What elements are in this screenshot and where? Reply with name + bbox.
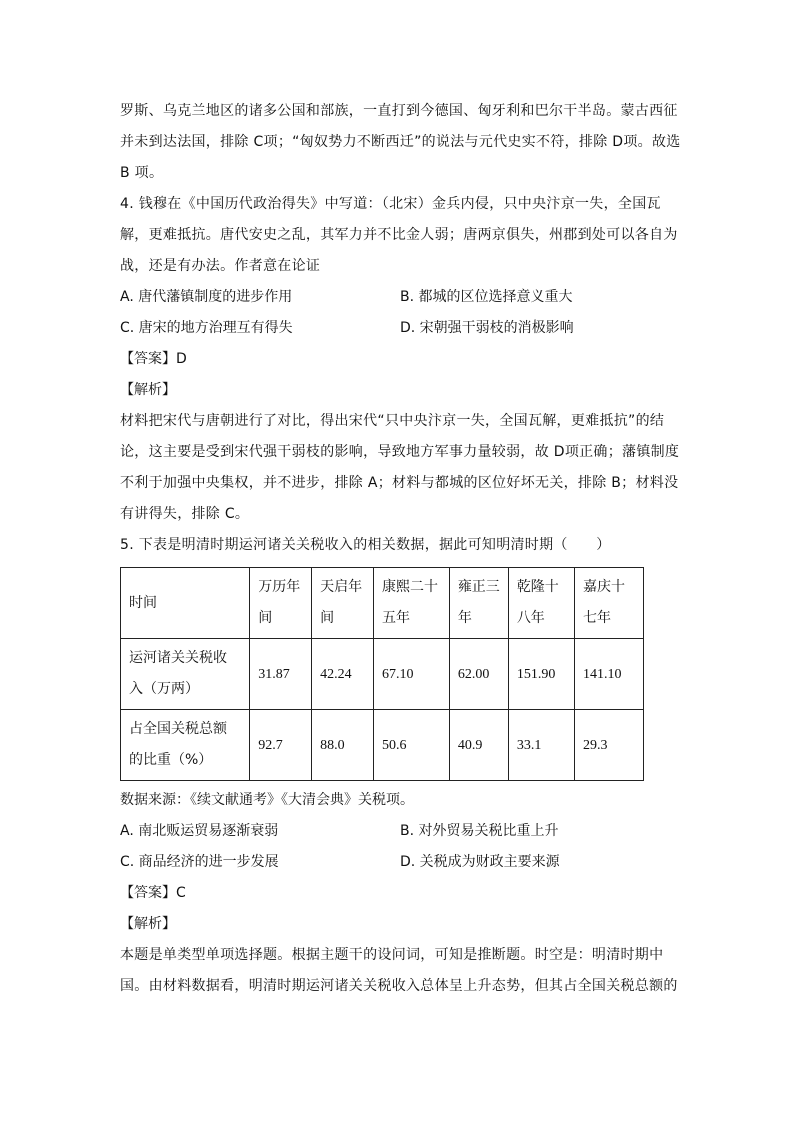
- question-stem: [120, 189, 680, 282]
- text-line: 罗斯、乌克兰地区的诸多公国和部族，一直打到今德国、匈牙利和巴尔干半岛。蒙古西征: [120, 103, 678, 119]
- table-cell: 42.24: [312, 639, 374, 710]
- table-row: [121, 710, 644, 781]
- text-line: 国。由材料数据看，明清时期运河诸关关税收入总体呈上升态势，但其占全国关税总额的: [120, 978, 678, 994]
- row-label-cell: 占全国关税总额 的比重（%）: [121, 710, 250, 781]
- option-b: B. 都城的区位选择意义重大: [400, 289, 573, 305]
- options-row: [120, 816, 680, 847]
- analysis-text: [120, 940, 680, 1002]
- text-line: 并未到达法国，排除 C项；“匈奴势力不断西迁”的说法与元代史实不符，排除 D项。故选: [120, 134, 681, 150]
- table-cell: 92.7: [250, 710, 312, 781]
- tax-data-table: [120, 567, 644, 781]
- table-cell: 151.90: [508, 639, 574, 710]
- analysis-label: 【解析】: [120, 382, 176, 398]
- table-cell: 50.6: [373, 710, 449, 781]
- analysis-text: [120, 406, 680, 530]
- table-cell: 29.3: [574, 710, 643, 781]
- table-cell: 31.87: [250, 639, 312, 710]
- table-cell: 40.9: [449, 710, 508, 781]
- table-cell: 141.10: [574, 639, 643, 710]
- answer: 【答案】C: [120, 885, 186, 901]
- option-a: A. 南北贩运贸易逐渐衰弱: [120, 823, 279, 839]
- header-label-cell: 时间: [121, 568, 250, 639]
- period-cell: 天启年 间: [312, 568, 374, 639]
- period-cell: 乾隆十 八年: [508, 568, 574, 639]
- text-line: 材料把宋代与唐朝进行了对比，得出宋代“只中央汴京一失，全国瓦解，更难抵抗”的结: [120, 413, 665, 429]
- table-cell: 88.0: [312, 710, 374, 781]
- text-line: 4. 钱穆在《中国历代政治得失》中写道：（北宋）金兵内侵，只中央汴京一失，全国瓦: [120, 196, 661, 212]
- options-row: [120, 282, 680, 313]
- option-c: C. 唐宋的地方治理互有得失: [120, 320, 293, 336]
- row-label-cell: 运河诸关关税收 入（万两）: [121, 639, 250, 710]
- option-c: C. 商品经济的进一步发展: [120, 854, 279, 870]
- options-row: [120, 313, 680, 344]
- data-source-note: 数据来源：《续文献通考》《大清会典》关税项。: [120, 792, 414, 808]
- period-cell: 康熙二十 五年: [373, 568, 449, 639]
- table-row: [121, 639, 644, 710]
- question-5: [120, 530, 680, 1002]
- table-cell: 33.1: [508, 710, 574, 781]
- answer: 【答案】D: [120, 351, 187, 367]
- table-header-row: [121, 568, 644, 639]
- option-d: D. 关税成为财政主要来源: [400, 854, 560, 870]
- text-line: 本题是单类型单项选择题。根据主题干的设问词，可知是推断题。时空是：明清时期中: [120, 947, 664, 963]
- text-line: 战，还是有办法。作者意在论证: [120, 258, 321, 274]
- text-line: 解，更难抵抗。唐代安史之乱，其军力并不比金人弱；唐两京俱失，州郡到处可以各自为: [120, 227, 678, 243]
- period-cell: 万历年 间: [250, 568, 312, 639]
- table-cell: 62.00: [449, 639, 508, 710]
- question-4: [120, 189, 680, 530]
- text-line: B 项。: [120, 165, 164, 181]
- document-page: [120, 96, 680, 1002]
- period-cell: 嘉庆十 七年: [574, 568, 643, 639]
- text-line: 不利于加强中央集权，并不进步，排除 A；材料与都城的区位好坏无关，排除 B；材料没: [120, 475, 679, 491]
- question-stem: 5. 下表是明清时期运河诸关关税收入的相关数据，据此可知明清时期（ ）: [120, 537, 611, 553]
- option-a: A. 唐代藩镇制度的进步作用: [120, 289, 293, 305]
- period-cell: 雍正三 年: [449, 568, 508, 639]
- text-line: 有讲得失，排除 C。: [120, 506, 250, 522]
- intro-paragraph: [120, 96, 680, 189]
- options-row: [120, 847, 680, 878]
- option-b: B. 对外贸易关税比重上升: [400, 823, 559, 839]
- text-line: 论，这主要是受到宋代强干弱枝的影响，导致地方军事力量较弱，故 D项正确；藩镇制度: [120, 444, 680, 460]
- option-d: D. 宋朝强干弱枝的消极影响: [400, 320, 574, 336]
- analysis-label: 【解析】: [120, 916, 176, 932]
- table-cell: 67.10: [373, 639, 449, 710]
